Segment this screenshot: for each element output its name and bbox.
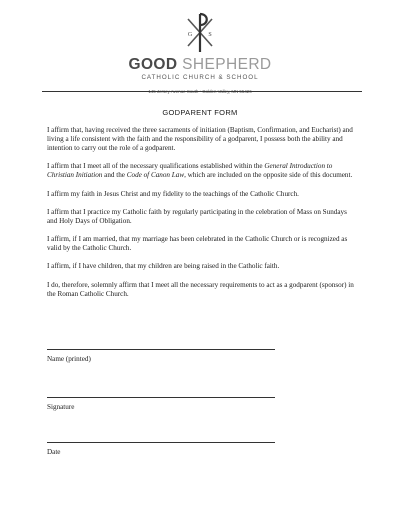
paragraph-qualifications xyxy=(47,162,357,180)
name-line[interactable] xyxy=(47,349,275,350)
paragraph-marriage: I affirm, if I am married, that my marriage has been celebrated in the Catholic Church or is recognized as valid by the Catholic Church. xyxy=(47,235,348,253)
date-label: Date xyxy=(47,448,61,456)
header-divider xyxy=(42,91,362,92)
chi-rho-icon xyxy=(178,10,222,54)
form-title: GODPARENT FORM xyxy=(162,108,238,117)
logo-letter-left: G xyxy=(187,32,193,38)
date-line[interactable] xyxy=(47,442,275,443)
name-field[interactable] xyxy=(47,349,275,364)
signature-label: Signature xyxy=(47,403,75,411)
date-field[interactable] xyxy=(47,442,275,457)
address xyxy=(0,89,400,95)
name-label: Name (printed) xyxy=(47,355,91,363)
signature-field[interactable] xyxy=(47,397,275,412)
qual-text-c: , which are included on the opposite side of this document. xyxy=(184,171,353,180)
qual-doc-canon-law: Code of Canon Law xyxy=(126,171,185,180)
paragraph-mass: I affirm that I practice my Catholic faith by regularly participating in the celebration of Mass on Sundays and Holy Days of Obligation. xyxy=(47,207,347,225)
brand-word-shepherd: SHEPHERD xyxy=(182,56,272,73)
qual-text-a: I affirm that I meet all of the necessary qualifications established within the xyxy=(47,162,265,171)
paragraph-affirmation: I do, therefore, solemnly affirm that I meet all the necessary requirements to act as a godparent (sponsor) in the Roman Catholic Church. xyxy=(47,280,354,298)
qual-doc-gici: General Introduction to Christian Initiation xyxy=(47,162,333,180)
form-body xyxy=(47,126,357,308)
brand-name xyxy=(0,56,400,73)
qual-text-b: and the xyxy=(102,171,127,180)
brand-subtitle: CATHOLIC CHURCH & SCHOOL xyxy=(141,74,259,81)
brand-word-good: GOOD xyxy=(128,56,178,73)
paragraph-sacraments: I affirm that, having received the three sacraments of initiation (Baptism, Confirmation, and Eucharist) and living a life consistent with the faith and the responsibility of a godparent, I possess both the ability and intention to carry out the role of a godparent. xyxy=(47,126,353,153)
paragraph-children: I affirm, if I have children, that my children are being raised in the Catholic faith. xyxy=(47,262,280,271)
paragraph-faith: I affirm my faith in Jesus Christ and my fidelity to the teachings of the Catholic Church. xyxy=(47,189,299,198)
signature-line[interactable] xyxy=(47,397,275,398)
logo-letter-right: S xyxy=(208,32,212,38)
letterhead xyxy=(0,10,400,95)
